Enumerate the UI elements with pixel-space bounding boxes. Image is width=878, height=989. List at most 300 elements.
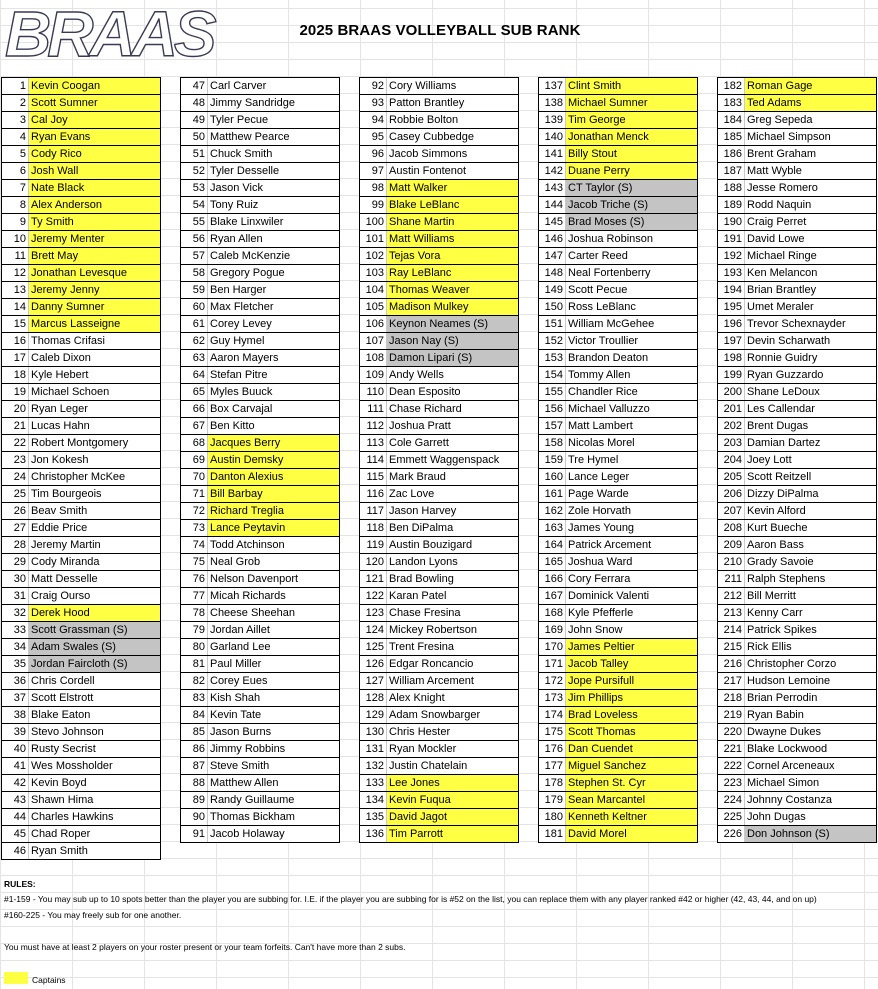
player-name: Carter Reed bbox=[568, 250, 628, 262]
player-row bbox=[1, 673, 161, 690]
player-rank: 92 bbox=[360, 78, 387, 94]
player-rank: 191 bbox=[718, 231, 745, 247]
player-rank: 175 bbox=[539, 724, 566, 740]
player-rank: 211 bbox=[718, 571, 745, 587]
player-rank: 121 bbox=[360, 571, 387, 587]
captain-name: Kenneth Keltner bbox=[566, 809, 697, 825]
player-rank: 160 bbox=[539, 469, 566, 485]
captain-name: Bill Barbay bbox=[208, 486, 339, 502]
player-row bbox=[717, 146, 877, 163]
player-name: Matt Wyble bbox=[747, 165, 802, 177]
captain-name: Jacob Talley bbox=[566, 656, 697, 672]
player-rank: 216 bbox=[718, 656, 745, 672]
player-name: William McGehee bbox=[568, 318, 655, 330]
player-rank: 112 bbox=[360, 418, 387, 434]
player-name: Michael Ringe bbox=[747, 250, 817, 262]
player-name: Michael Schoen bbox=[31, 386, 110, 398]
player-rank: 161 bbox=[539, 486, 566, 502]
player-name: Ralph Stephens bbox=[747, 573, 826, 585]
player-row bbox=[359, 486, 519, 503]
player-row bbox=[717, 401, 877, 418]
player-rank: 105 bbox=[360, 299, 387, 315]
player-row bbox=[1, 350, 161, 367]
player-rank: 38 bbox=[2, 707, 29, 723]
player-rank: 11 bbox=[2, 248, 29, 264]
player-rank: 3 bbox=[2, 112, 29, 128]
player-row bbox=[538, 112, 698, 129]
player-rank: 213 bbox=[718, 605, 745, 621]
player-rank: 77 bbox=[181, 588, 208, 604]
player-rank: 221 bbox=[718, 741, 745, 757]
captain-name: Austin Demsky bbox=[208, 452, 339, 468]
player-row bbox=[359, 265, 519, 282]
player-row bbox=[717, 537, 877, 554]
player-rank: 78 bbox=[181, 605, 208, 621]
player-row bbox=[1, 77, 161, 95]
player-rank: 122 bbox=[360, 588, 387, 604]
player-name: Blake Linxwiler bbox=[210, 216, 284, 228]
player-rank: 210 bbox=[718, 554, 745, 570]
player-name: Kevin Boyd bbox=[31, 777, 87, 789]
player-rank: 74 bbox=[181, 537, 208, 553]
player-name: John Dugas bbox=[747, 811, 806, 823]
player-rank: 226 bbox=[718, 826, 745, 842]
player-rank: 97 bbox=[360, 163, 387, 179]
player-row bbox=[180, 809, 340, 826]
player-rank: 136 bbox=[360, 826, 387, 842]
player-rank: 65 bbox=[181, 384, 208, 400]
captain-name: Ty Smith bbox=[29, 214, 160, 230]
player-rank: 79 bbox=[181, 622, 208, 638]
player-row bbox=[538, 435, 698, 452]
player-rank: 44 bbox=[2, 809, 29, 825]
player-row bbox=[1, 316, 161, 333]
player-name: Neal Fortenberry bbox=[568, 267, 651, 279]
player-name: Patrick Spikes bbox=[747, 624, 817, 636]
player-row bbox=[1, 265, 161, 282]
player-name: Chad Roper bbox=[31, 828, 91, 840]
player-row bbox=[717, 707, 877, 724]
player-rank: 10 bbox=[2, 231, 29, 247]
player-name: Charles Hawkins bbox=[31, 811, 114, 823]
player-rank: 75 bbox=[181, 554, 208, 570]
captain-name: Sean Marcantel bbox=[566, 792, 697, 808]
player-name: Robert Montgomery bbox=[31, 437, 129, 449]
player-rank: 146 bbox=[539, 231, 566, 247]
player-name: Shane LeDoux bbox=[747, 386, 820, 398]
player-row bbox=[359, 639, 519, 656]
player-row bbox=[1, 299, 161, 316]
player-row bbox=[538, 809, 698, 826]
player-row bbox=[1, 809, 161, 826]
player-row bbox=[1, 571, 161, 588]
captain-name: Dan Cuendet bbox=[566, 741, 697, 757]
rules-line-3: You must have at least 2 players on your roster present or your team forfeits. Can't have more than 2 subs. bbox=[4, 942, 406, 952]
player-rank: 190 bbox=[718, 214, 745, 230]
player-rank: 159 bbox=[539, 452, 566, 468]
captain-name: Ted Adams bbox=[745, 95, 876, 111]
captain-name: Cody Rico bbox=[29, 146, 160, 162]
player-row bbox=[1, 588, 161, 605]
player-row bbox=[717, 554, 877, 571]
player-name: Cornel Arceneaux bbox=[747, 760, 835, 772]
player-name: Todd Atchinson bbox=[210, 539, 285, 551]
player-name: Ryan Babin bbox=[747, 709, 804, 721]
player-row bbox=[538, 605, 698, 622]
player-row bbox=[359, 673, 519, 690]
player-name: Jason Burns bbox=[210, 726, 272, 738]
captain-name: Cal Joy bbox=[29, 112, 160, 128]
player-rank: 217 bbox=[718, 673, 745, 689]
player-row bbox=[538, 197, 698, 214]
player-name: Thomas Crifasi bbox=[31, 335, 105, 347]
player-rank: 209 bbox=[718, 537, 745, 553]
player-rank: 206 bbox=[718, 486, 745, 502]
player-row bbox=[717, 656, 877, 673]
player-name: Karan Patel bbox=[389, 590, 447, 602]
player-rank: 86 bbox=[181, 741, 208, 757]
player-name: Carl Carver bbox=[210, 80, 267, 92]
player-row bbox=[717, 231, 877, 248]
player-rank: 106 bbox=[360, 316, 387, 332]
player-name: Michael Simon bbox=[747, 777, 820, 789]
player-row bbox=[538, 77, 698, 95]
player-row bbox=[1, 622, 161, 639]
player-row bbox=[538, 367, 698, 384]
player-row bbox=[1, 384, 161, 401]
player-name: Grady Savoie bbox=[747, 556, 814, 568]
player-row bbox=[359, 775, 519, 792]
player-rank: 48 bbox=[181, 95, 208, 111]
sub-name: Brad Moses (S) bbox=[566, 214, 697, 230]
player-rank: 55 bbox=[181, 214, 208, 230]
player-row bbox=[717, 367, 877, 384]
player-rank: 193 bbox=[718, 265, 745, 281]
player-name: Adam Snowbarger bbox=[389, 709, 481, 721]
player-rank: 150 bbox=[539, 299, 566, 315]
player-name: Scott Elstrott bbox=[31, 692, 94, 704]
player-name: Jon Kokesh bbox=[31, 454, 89, 466]
player-row bbox=[717, 673, 877, 690]
player-row bbox=[180, 758, 340, 775]
rank-column-1 bbox=[1, 77, 161, 860]
player-name: Chuck Smith bbox=[210, 148, 273, 160]
player-rank: 89 bbox=[181, 792, 208, 808]
player-name: Myles Buuck bbox=[210, 386, 273, 398]
player-rank: 7 bbox=[2, 180, 29, 196]
player-name: Corey Eues bbox=[210, 675, 268, 687]
player-row bbox=[538, 775, 698, 792]
player-rank: 67 bbox=[181, 418, 208, 434]
player-row bbox=[538, 95, 698, 112]
player-row bbox=[1, 758, 161, 775]
player-name: Brent Dugas bbox=[747, 420, 809, 432]
player-rank: 113 bbox=[360, 435, 387, 451]
player-name: Michael Valluzzo bbox=[568, 403, 650, 415]
player-name: Ben DiPalma bbox=[389, 522, 454, 534]
player-rank: 98 bbox=[360, 180, 387, 196]
player-row bbox=[717, 214, 877, 231]
player-name: Umet Meraler bbox=[747, 301, 814, 313]
player-row bbox=[1, 180, 161, 197]
player-name: Jimmy Robbins bbox=[210, 743, 286, 755]
player-row bbox=[359, 367, 519, 384]
player-rank: 52 bbox=[181, 163, 208, 179]
player-row bbox=[180, 452, 340, 469]
player-rank: 56 bbox=[181, 231, 208, 247]
captain-name: Clint Smith bbox=[566, 78, 697, 94]
player-rank: 183 bbox=[718, 95, 745, 111]
player-name: Nelson Davenport bbox=[210, 573, 299, 585]
player-rank: 45 bbox=[2, 826, 29, 842]
player-name: Kyle Hebert bbox=[31, 369, 89, 381]
player-name: Kevin Tate bbox=[210, 709, 262, 721]
player-row bbox=[1, 826, 161, 843]
player-row bbox=[1, 690, 161, 707]
player-name: Jacob Simmons bbox=[389, 148, 468, 160]
player-rank: 15 bbox=[2, 316, 29, 332]
player-name: Tommy Allen bbox=[568, 369, 631, 381]
player-name: Zac Love bbox=[389, 488, 435, 500]
player-row bbox=[180, 690, 340, 707]
player-row bbox=[180, 163, 340, 180]
player-name: Craig Perret bbox=[747, 216, 807, 228]
player-rank: 39 bbox=[2, 724, 29, 740]
player-rank: 91 bbox=[181, 826, 208, 842]
captain-name: Josh Wall bbox=[29, 163, 160, 179]
captain-name: Blake LeBlanc bbox=[387, 197, 518, 213]
player-rank: 25 bbox=[2, 486, 29, 502]
player-name: Kenny Carr bbox=[747, 607, 803, 619]
player-rank: 204 bbox=[718, 452, 745, 468]
player-rank: 8 bbox=[2, 197, 29, 213]
sub-name: Scott Grassman (S) bbox=[29, 622, 160, 638]
player-name: James Young bbox=[568, 522, 635, 534]
player-rank: 47 bbox=[181, 78, 208, 94]
captain-name: Tim George bbox=[566, 112, 697, 128]
player-row bbox=[359, 214, 519, 231]
sub-name: CT Taylor (S) bbox=[566, 180, 697, 196]
player-name: Jason Vick bbox=[210, 182, 263, 194]
player-rank: 107 bbox=[360, 333, 387, 349]
player-row bbox=[538, 656, 698, 673]
player-row bbox=[538, 503, 698, 520]
player-name: Cole Garrett bbox=[389, 437, 449, 449]
player-name: Chandler Rice bbox=[568, 386, 638, 398]
player-row bbox=[359, 197, 519, 214]
player-rank: 188 bbox=[718, 180, 745, 196]
player-row bbox=[359, 469, 519, 486]
player-name: Damian Dartez bbox=[747, 437, 821, 449]
captain-name: Stephen St. Cyr bbox=[566, 775, 697, 791]
player-row bbox=[359, 622, 519, 639]
player-rank: 181 bbox=[539, 826, 566, 842]
player-rank: 20 bbox=[2, 401, 29, 417]
player-name: Paul Miller bbox=[210, 658, 262, 670]
player-rank: 43 bbox=[2, 792, 29, 808]
rank-column-2 bbox=[180, 77, 340, 843]
player-row bbox=[359, 758, 519, 775]
player-row bbox=[359, 77, 519, 95]
player-row bbox=[359, 146, 519, 163]
player-row bbox=[180, 520, 340, 537]
player-name: Jason Harvey bbox=[389, 505, 457, 517]
player-row bbox=[359, 248, 519, 265]
player-name: Brian Brantley bbox=[747, 284, 817, 296]
player-row bbox=[1, 435, 161, 452]
player-rank: 153 bbox=[539, 350, 566, 366]
captain-name: Scott Sumner bbox=[29, 95, 160, 111]
player-rank: 165 bbox=[539, 554, 566, 570]
player-row bbox=[1, 792, 161, 809]
player-row bbox=[538, 146, 698, 163]
player-row bbox=[1, 707, 161, 724]
player-rank: 224 bbox=[718, 792, 745, 808]
player-row bbox=[359, 707, 519, 724]
player-row bbox=[180, 418, 340, 435]
player-row bbox=[1, 282, 161, 299]
player-rank: 12 bbox=[2, 265, 29, 281]
player-rank: 35 bbox=[2, 656, 29, 672]
player-row bbox=[717, 622, 877, 639]
player-name: Kurt Bueche bbox=[747, 522, 808, 534]
player-row bbox=[1, 418, 161, 435]
player-row bbox=[180, 588, 340, 605]
player-row bbox=[359, 282, 519, 299]
player-rank: 110 bbox=[360, 384, 387, 400]
player-row bbox=[717, 418, 877, 435]
player-row bbox=[538, 265, 698, 282]
player-name: Greg Sepeda bbox=[747, 114, 813, 126]
player-name: Scott Reitzell bbox=[747, 471, 812, 483]
captain-name: Marcus Lasseigne bbox=[29, 316, 160, 332]
player-row bbox=[538, 333, 698, 350]
player-row bbox=[180, 639, 340, 656]
player-rank: 28 bbox=[2, 537, 29, 553]
player-rank: 168 bbox=[539, 605, 566, 621]
rules-line-2: #160-225 - You may freely sub for one another. bbox=[4, 910, 182, 920]
player-rank: 41 bbox=[2, 758, 29, 774]
player-rank: 125 bbox=[360, 639, 387, 655]
player-rank: 144 bbox=[539, 197, 566, 213]
rules-heading: RULES: bbox=[4, 879, 36, 889]
captain-name: Shane Martin bbox=[387, 214, 518, 230]
captain-name: Miguel Sanchez bbox=[566, 758, 697, 774]
player-row bbox=[180, 146, 340, 163]
player-row bbox=[359, 588, 519, 605]
braas-logo bbox=[3, 0, 213, 70]
player-name: Ryan Allen bbox=[210, 233, 263, 245]
rank-column-4 bbox=[538, 77, 698, 843]
player-rank: 219 bbox=[718, 707, 745, 723]
player-row bbox=[717, 77, 877, 95]
player-row bbox=[359, 826, 519, 843]
player-name: Les Callendar bbox=[747, 403, 815, 415]
player-name: Lance Leger bbox=[568, 471, 630, 483]
player-rank: 101 bbox=[360, 231, 387, 247]
player-rank: 40 bbox=[2, 741, 29, 757]
player-rank: 141 bbox=[539, 146, 566, 162]
player-row bbox=[538, 401, 698, 418]
player-row bbox=[359, 452, 519, 469]
player-name: Eddie Price bbox=[31, 522, 88, 534]
player-rank: 145 bbox=[539, 214, 566, 230]
player-rank: 131 bbox=[360, 741, 387, 757]
player-name: Hudson Lemoine bbox=[747, 675, 831, 687]
player-name: Cory Williams bbox=[389, 80, 457, 92]
player-row bbox=[1, 554, 161, 571]
player-row bbox=[717, 775, 877, 792]
player-rank: 70 bbox=[181, 469, 208, 485]
player-row bbox=[717, 792, 877, 809]
rules-line-1: #1-159 - You may sub up to 10 spots better than the player you are subbing for. I.E. if the player you are subbing for is #52 on the list, you can replace them with any player ranked #42 or higher (42, 43, 44, and on up) bbox=[4, 894, 817, 904]
sub-name: Don Johnson (S) bbox=[745, 826, 876, 842]
captain-name: Thomas Weaver bbox=[387, 282, 518, 298]
player-rank: 152 bbox=[539, 333, 566, 349]
player-name: Chris Cordell bbox=[31, 675, 95, 687]
player-rank: 167 bbox=[539, 588, 566, 604]
captain-name: Duane Perry bbox=[566, 163, 697, 179]
player-rank: 148 bbox=[539, 265, 566, 281]
captain-name: Jacques Berry bbox=[208, 435, 339, 451]
player-name: Ryan Guzzardo bbox=[747, 369, 824, 381]
player-rank: 200 bbox=[718, 384, 745, 400]
player-name: Johnny Costanza bbox=[747, 794, 832, 806]
player-row bbox=[1, 112, 161, 129]
player-row bbox=[359, 741, 519, 758]
player-row bbox=[538, 588, 698, 605]
player-rank: 53 bbox=[181, 180, 208, 196]
player-name: Nicolas Morel bbox=[568, 437, 635, 449]
player-rank: 80 bbox=[181, 639, 208, 655]
player-row bbox=[180, 605, 340, 622]
player-rank: 33 bbox=[2, 622, 29, 638]
player-name: Emmett Waggenspack bbox=[389, 454, 500, 466]
player-row bbox=[717, 299, 877, 316]
logo-text: BRAAS bbox=[5, 0, 213, 70]
player-row bbox=[717, 503, 877, 520]
player-rank: 19 bbox=[2, 384, 29, 400]
player-row bbox=[717, 486, 877, 503]
player-row bbox=[717, 809, 877, 826]
player-row bbox=[717, 469, 877, 486]
player-name: Joshua Robinson bbox=[568, 233, 654, 245]
player-row bbox=[538, 622, 698, 639]
captain-name: David Jagot bbox=[387, 809, 518, 825]
player-row bbox=[538, 316, 698, 333]
player-name: Rodd Naquin bbox=[747, 199, 812, 211]
player-name: Dean Esposito bbox=[389, 386, 461, 398]
player-name: Jimmy Sandridge bbox=[210, 97, 295, 109]
player-name: Dizzy DiPalma bbox=[747, 488, 819, 500]
captain-name: Jonathan Levesque bbox=[29, 265, 160, 281]
captain-name: Ryan Evans bbox=[29, 129, 160, 145]
player-row bbox=[1, 214, 161, 231]
player-name: Ben Kitto bbox=[210, 420, 255, 432]
player-name: Caleb McKenzie bbox=[210, 250, 291, 262]
player-row bbox=[180, 129, 340, 146]
player-rank: 174 bbox=[539, 707, 566, 723]
captain-name: Tim Parrott bbox=[387, 826, 518, 842]
player-row bbox=[180, 656, 340, 673]
player-row bbox=[180, 741, 340, 758]
player-name: Victor Troullier bbox=[568, 335, 639, 347]
player-rank: 68 bbox=[181, 435, 208, 451]
player-name: Bill Merritt bbox=[747, 590, 796, 602]
player-rank: 126 bbox=[360, 656, 387, 672]
captain-name: Jeremy Menter bbox=[29, 231, 160, 247]
player-rank: 147 bbox=[539, 248, 566, 264]
